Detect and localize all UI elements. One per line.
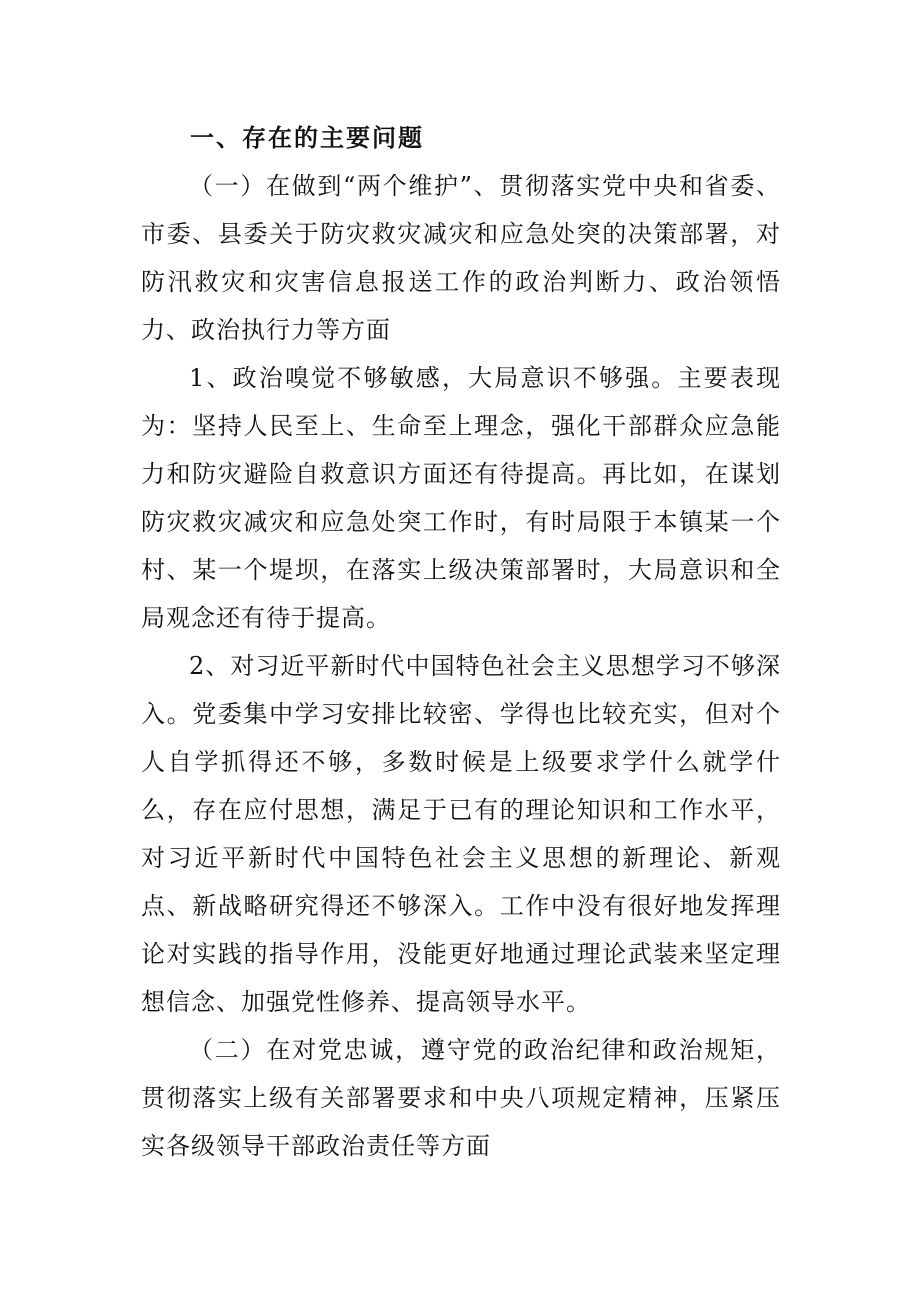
- item-paragraph-1: 1、政治嗅觉不够敏感，大局意识不够强。主要表现为：坚持人民至上、生命至上理念，强化干部群众应急能力和防灾避险自救意识方面还有待提高。再比如，在谋划防灾救灾减灾和应急处突工作时，有时局限于本镇某一个村、某一个堤坝，在落实上级决策部署时，大局意识和全局观念还有待于提高。: [141, 364, 781, 632]
- section-heading: 一、存在的主要问题: [190, 123, 424, 152]
- item-paragraph-2: 2、对习近平新时代中国特色社会主义思想学习不够深入。党委集中学习安排比较密、学得也比较充实，但对个人自学抓得还不够，多数时候是上级要求学什么就学什么，存在应付思想，满足于已有的理论知识和工作水平，对习近平新时代中国特色社会主义思想的新理论、新观点、新战略研究得还不够深入。工作中没有很好地发挥理论对实践的指导作用，没能更好地通过理论武装来坚定理想信念、加强党性修养、提高领导水平。: [141, 652, 781, 1016]
- subsection-paragraph-2: （二）在对党忠诚，遵守党的政治纪律和政治规矩，贯彻落实上级有关部署要求和中央八项规定精神，压紧压实各级领导干部政治责任等方面: [141, 1036, 781, 1160]
- subsection-paragraph-1: （一）在做到“两个维护”、贯彻落实党中央和省委、市委、县委关于防灾救灾减灾和应急处突的决策部署，对防汛救灾和灾害信息报送工作的政治判断力、政治领悟力、政治执行力等方面: [141, 172, 781, 344]
